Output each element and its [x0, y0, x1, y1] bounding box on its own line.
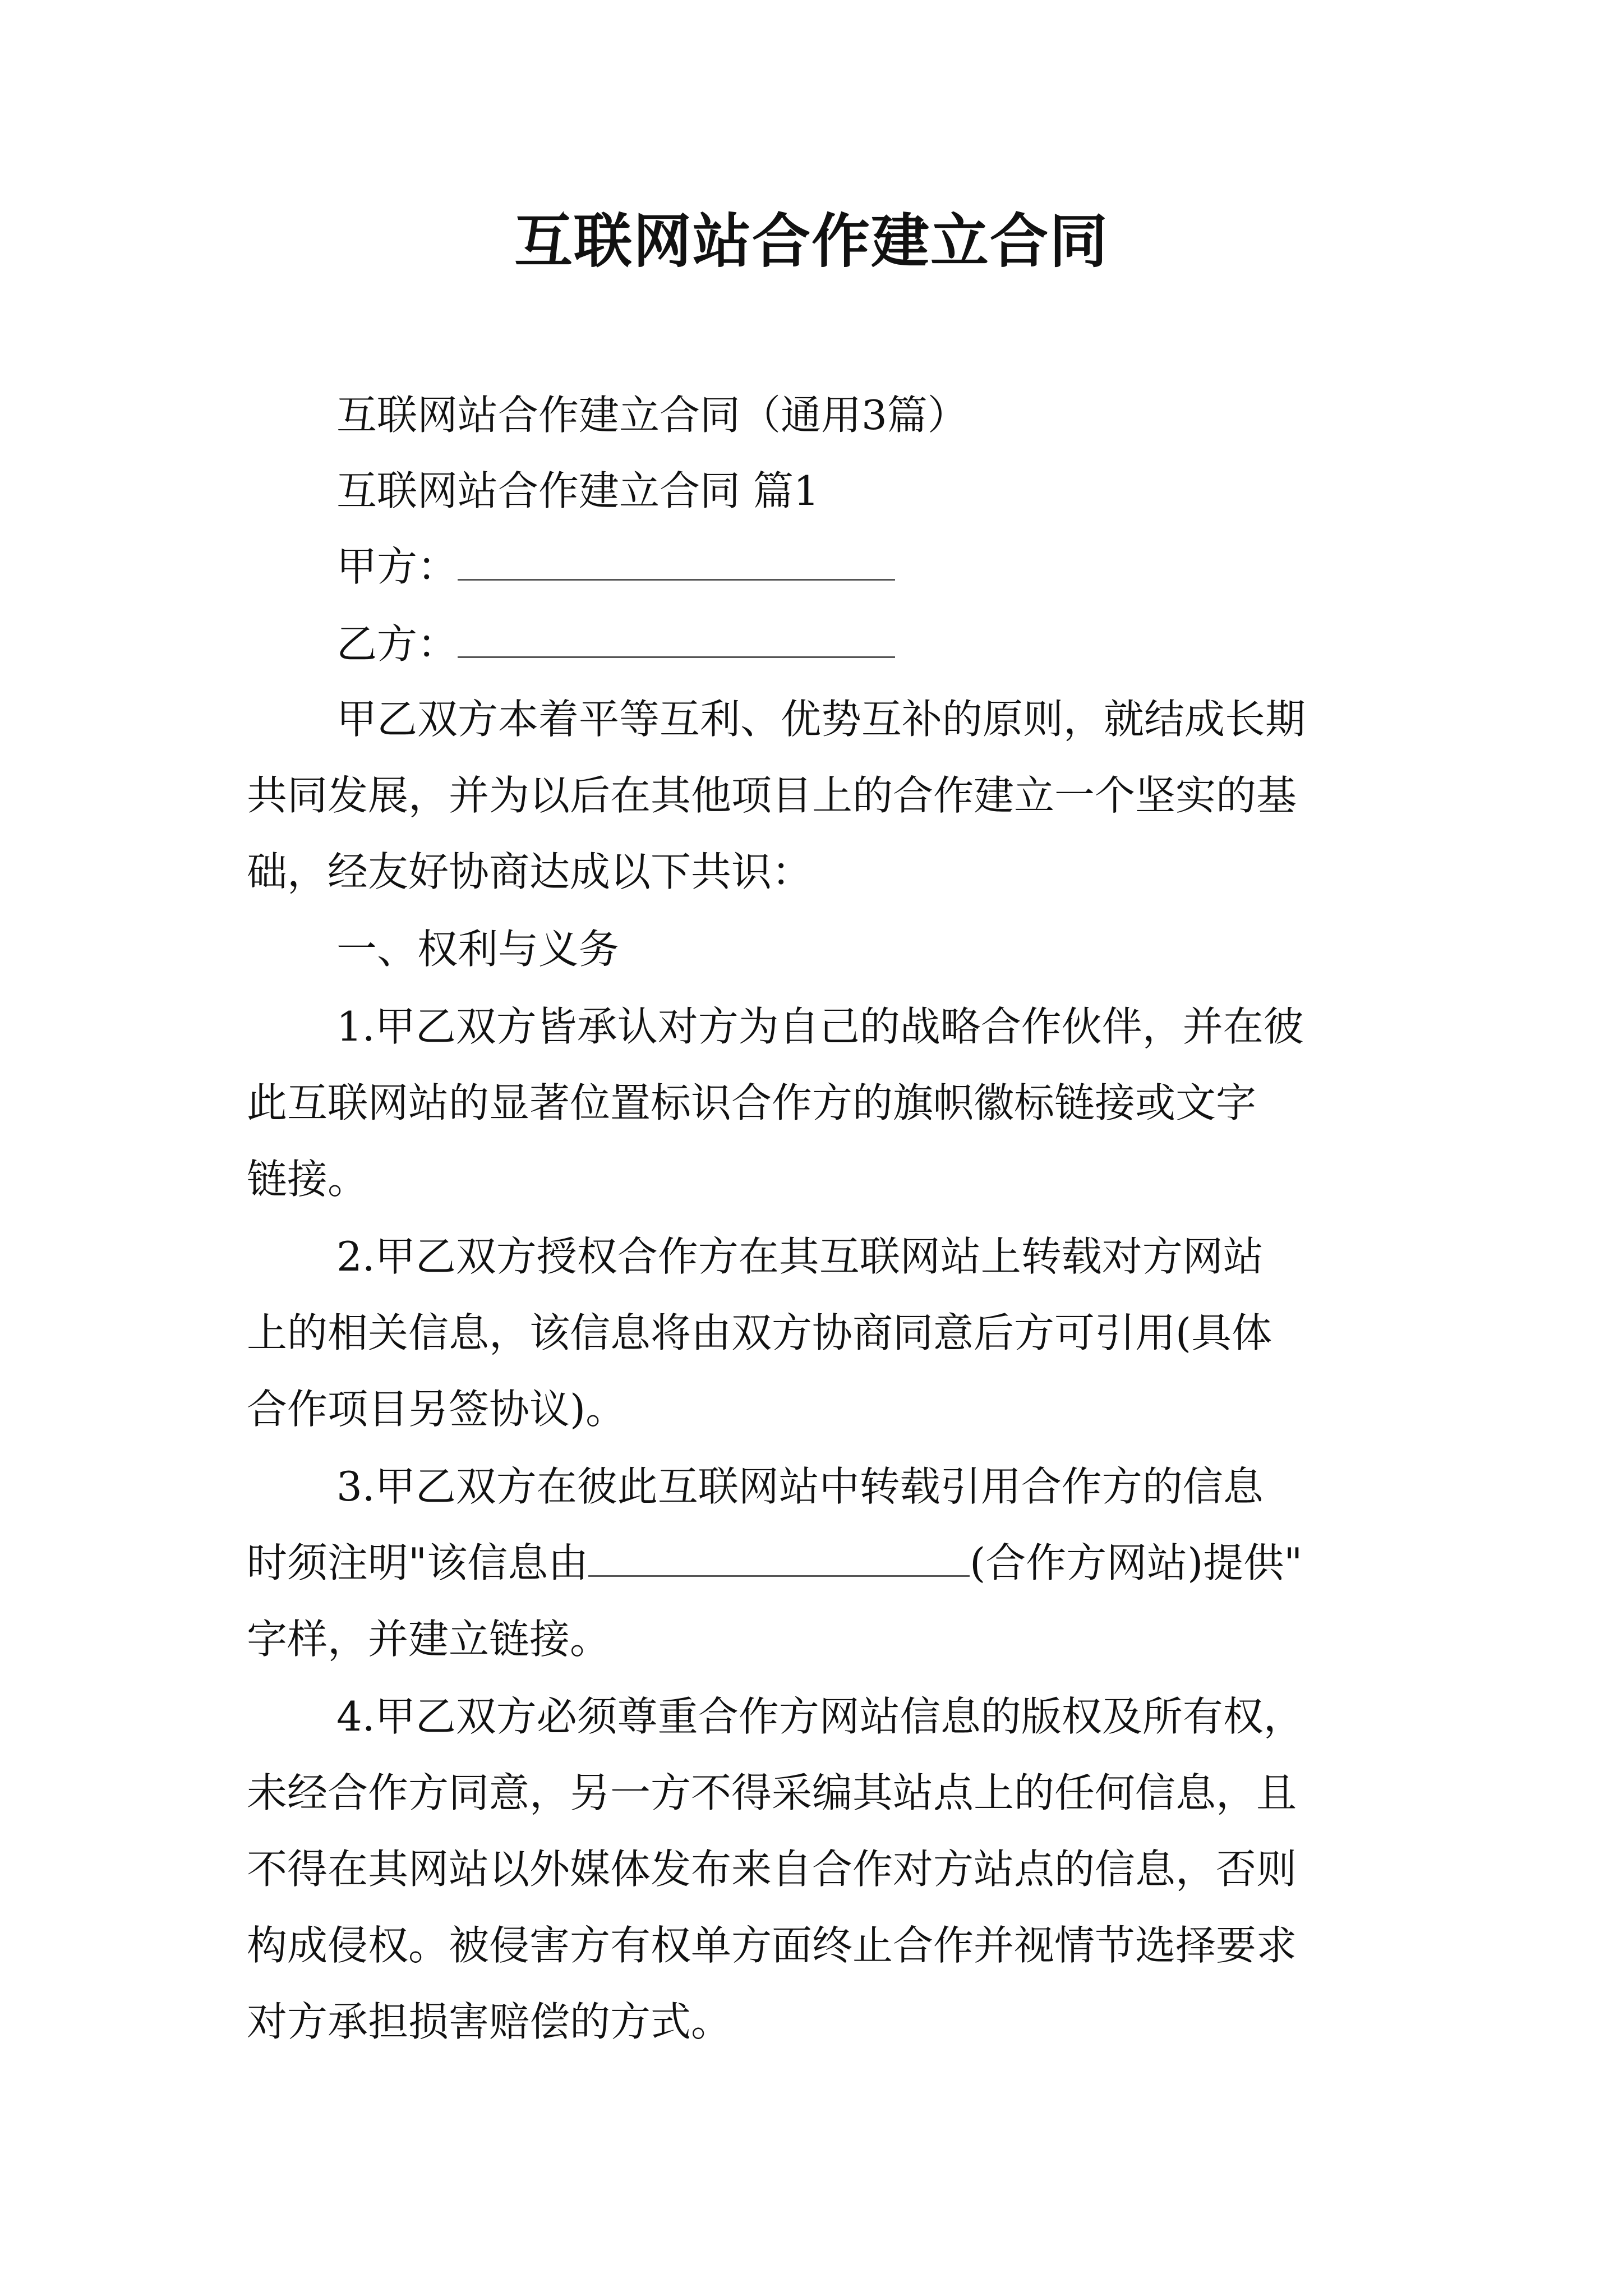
- clause4-line-4: 构成侵权。被侵害方有权单方面终止合作并视情节选择要求: [247, 1922, 1297, 1969]
- clause4-line-5: 对方承担损害赔偿的方式。: [247, 1998, 732, 2045]
- clause3-text-before-blank: 时须注明"该信息由: [247, 1539, 589, 1586]
- clause3-line-1: 3.甲乙双方在彼此互联网站中转载引用合作方的信息: [336, 1463, 1264, 1510]
- clause1-line-2: 此互联网站的显著位置标识合作方的旗帜徽标链接或文字: [247, 1079, 1257, 1126]
- section-heading: 互联网站合作建立合同 篇1: [336, 467, 819, 514]
- website-blank: [588, 1542, 970, 1577]
- clause2-line-3: 合作项目另签协议)。: [247, 1386, 626, 1433]
- document-title: 互联网站合作建立合同: [514, 206, 1109, 275]
- intro-line-3: 础，经友好协商达成以下共识：: [247, 848, 813, 895]
- party-b-line: [336, 616, 895, 672]
- clause1-line-3: 链接。: [247, 1156, 368, 1203]
- document-subtitle: 互联网站合作建立合同（通用3篇）: [336, 392, 968, 439]
- clause4-line-3: 不得在其网站以外媒体发布来自合作对方站点的信息，否则: [247, 1846, 1297, 1893]
- clause4-line-2: 未经合作方同意，另一方不得采编其站点上的任何信息，且: [247, 1769, 1297, 1816]
- party-b-blank: [458, 623, 895, 658]
- clause1-line-1: 1.甲乙双方皆承认对方为自己的战略合作伙伴，并在彼: [336, 1003, 1304, 1050]
- clause4-line-1: 4.甲乙双方必须尊重合作方网站信息的版权及所有权，: [336, 1693, 1304, 1740]
- intro-line-2: 共同发展，并为以后在其他项目上的合作建立一个坚实的基: [247, 772, 1297, 819]
- clause2-line-1: 2.甲乙双方授权合作方在其互联网站上转载对方网站: [336, 1233, 1264, 1280]
- clause2-line-2: 上的相关信息，该信息将由双方协商同意后方可引用(具体: [247, 1309, 1272, 1356]
- party-a-line: [336, 539, 895, 595]
- party-a-blank: [458, 545, 895, 581]
- intro-line-1: 甲乙双方本着平等互利、优势互补的原则，就结成长期: [336, 696, 1306, 743]
- clause3-line-2: [247, 1535, 1302, 1591]
- chapter-heading: 一、权利与义务: [336, 926, 620, 973]
- clause3-line-3: 字样，并建立链接。: [247, 1616, 611, 1663]
- party-b-label: 乙方：: [336, 620, 458, 668]
- clause3-text-after-blank: (合作方网站)提供": [970, 1539, 1303, 1586]
- party-a-label: 甲方：: [336, 543, 458, 590]
